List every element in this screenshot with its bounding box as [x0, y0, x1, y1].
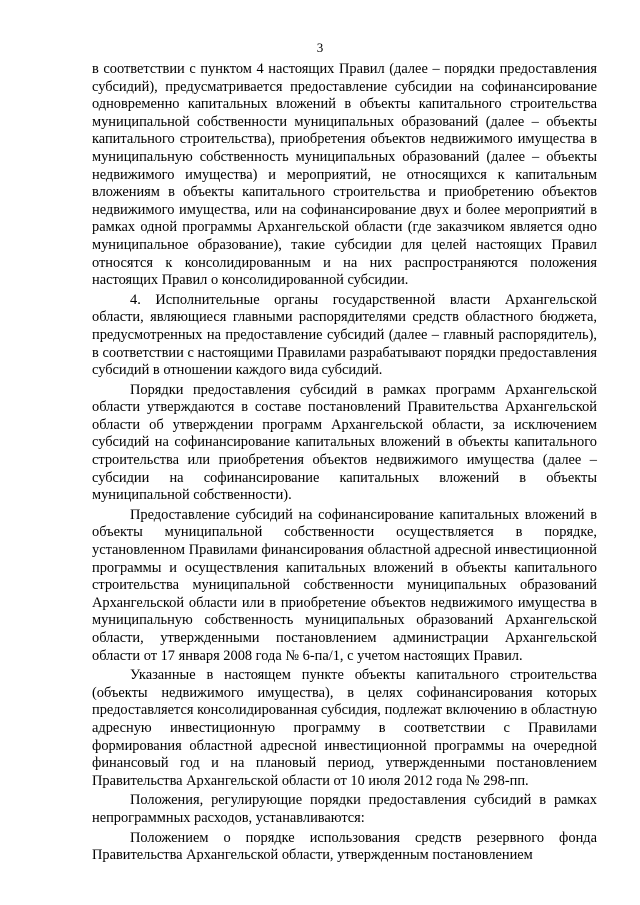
paragraph-investment-program: Указанные в настоящем пункте объекты капитального строительства (объекты недвижимого имущества), в целях софинансирования которых предоставляется консолидированная субсидия, подлежат включению в областную адресную инвестиционную программу в соответствии с Правилами формирования областной адресной инвестиционной программы на очередной финансовый год и на плановый период, утвержденными постановлением Правительства Архангельской области от 10 июля 2012 года № 298-пп.	[92, 667, 597, 789]
paragraph-program-subsidies: Порядки предоставления субсидий в рамках программ Архангельской области утверждаются в составе постановлений Правительства Архангельской области об утверждении программ Архангельской области, за исключением субсидий на софинансирование капитальных вложений в объекты капитального строительства или приобретения объектов недвижимого имущества (далее – субсидии на софинансирование капитальных вложений в объекты муниципальной собственности).	[92, 381, 597, 504]
paragraph-capital-investments: Предоставление субсидий на софинансирование капитальных вложений в объекты муниципальной собственности осуществляется в порядке, установленном Правилами финансирования областной адресной инвестиционной программы и осуществления капитальных вложений в объекты капитального строительства муниципальной собственности муниципальных образований Архангельской области или в приобретение объектов недвижимого имущества в муниципальную собственность муниципальных образований Архангельской области, утвержденными постановлением администрации Архангельской области от 17 января 2008 года № 6-па/1, с учетом настоящих Правил.	[92, 506, 597, 664]
paragraph-non-program-expenses: Положения, регулирующие порядки предоставления субсидий в рамках непрограммных расходов, устанавливаются:	[92, 792, 597, 826]
paragraph-reserve-fund: Положением о порядке использования средств резервного фонда Правительства Архангельской области, утвержденным постановлением	[92, 829, 597, 864]
document-body	[92, 61, 597, 867]
paragraph-item-4: 4. Исполнительные органы государственной власти Архангельской области, являющиеся главными распорядителями средств областного бюджета, предусмотренных на предоставление субсидий (далее – главный распорядитель), в соответствии с настоящими Правилами разрабатывают порядки предоставления субсидий в отношении каждого вида субсидий.	[92, 291, 597, 379]
paragraph-continuation: в соответствии с пунктом 4 настоящих Правил (далее – порядки предоставления субсидий), предусматривается предоставление субсидии на софинансирование одновременно капитальных вложений в объекты капитального строительства муниципальной собственности муниципальных образований (далее – объекты капитального строительства), приобретения объектов недвижимого имущества в муниципальную собственность муниципальных образований (далее – объекты недвижимого имущества) и мероприятий, не относящихся к капитальным вложениям в объекты капитального строительства и приобретению объектов недвижимого имущества, или на софинансирование двух и более мероприятий в рамках одной программы Архангельской области (где заказчиком является одно муниципальное образование), такие субсидии для целей настоящих Правил относятся к консолидированным и на них распространяются положения настоящих Правил о консолидированной субсидии.	[92, 61, 597, 289]
page-number: 3	[316, 40, 324, 55]
